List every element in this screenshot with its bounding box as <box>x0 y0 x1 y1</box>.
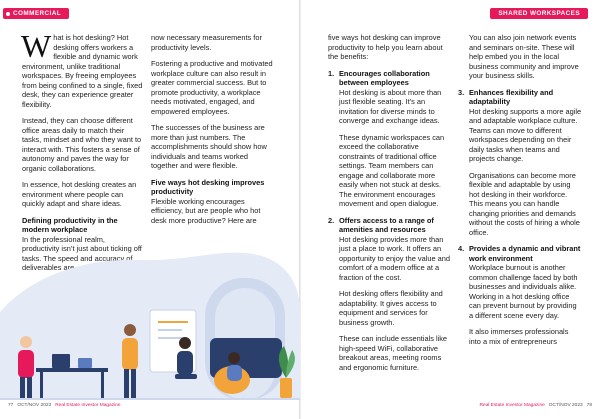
body-paragraph: Organisations can become more flexible and adaptable by using hot desking in their workforce. This means you can handle changing priorities and demands without the costs of hiring a whole office. <box>469 170 580 237</box>
list-number: 1. <box>328 68 335 78</box>
body-paragraph: Hot desking supports a more agile and adaptable workplace culture. Teams can move to different workspaces depending on their daily tasks when teams and projects change. <box>469 106 582 163</box>
list-number: 4. <box>458 244 465 253</box>
list-item-title: Offers access to a range of amenities and resources <box>339 215 434 234</box>
body-paragraph: In the professional realm, productivity isn’t just about ticking off tasks. The speed and accuracy of deliverables are <box>22 234 142 272</box>
desk-icon <box>36 368 108 372</box>
list-item-title: Encourages collaboration between employees <box>339 68 430 87</box>
intro-paragraph: What is hot desking? Hot desking offers workers a flexible and dynamic work environment, unlike traditional workspaces. By freeing employees from being confined to a single, fixed desk, they can experience greater flexibility. <box>21 28 143 109</box>
right-page-column-1 <box>328 33 452 379</box>
office-illustration <box>0 250 300 400</box>
subheading-five-ways: Five ways hot desking improves productivity <box>151 177 265 196</box>
list-item-1 <box>328 69 452 209</box>
list-item-title: Provides a dynamic and vibrant work environment <box>469 244 581 263</box>
left-page-column-1 <box>21 28 144 280</box>
body-paragraph: The successes of the business are more than just numbers. The accomplishments should show how individuals and teams worked together and were flexible. <box>151 123 267 170</box>
body-paragraph: These dynamic workspaces can exceed the collaborative constraints of traditional office settings. Team members can engage and collaborate more easily when not stuck at desks. The environment encourages movement and open dialogue. <box>339 132 445 208</box>
right-page-column-2 <box>458 33 582 353</box>
person-icon <box>124 324 136 336</box>
list-number: 2. <box>328 215 335 225</box>
section-tab-commercial: COMMERCIAL <box>3 8 69 19</box>
laptop-icon <box>78 358 92 368</box>
section-tab-shared-workspaces: SHARED WORKSPACES <box>490 8 588 19</box>
body-paragraph: You can also join network events and seminars on-site. These will help embed you in the local business community and improve your business skills. <box>469 33 579 80</box>
body-paragraph: Hot desking offers flexibility and adaptability. It gives access to equipment and services for business growth. <box>339 289 443 327</box>
list-item-title: Enhances flexibility and adaptability <box>469 87 554 106</box>
monitor-icon <box>52 354 70 368</box>
person-icon <box>20 336 32 348</box>
footer-right <box>479 403 592 408</box>
footer-left <box>8 403 121 408</box>
body-paragraph: Hot desking is about more than just flexible seating. It’s an invitation for diverse minds to converge and exchange ideas. <box>339 87 442 125</box>
issue-date: OCT/NOV 2023 <box>548 403 583 408</box>
page-number: 77 <box>8 403 14 408</box>
person-icon <box>179 337 191 349</box>
body-paragraph: Hot desking provides more than just a place to work. It offers an opportunity to enjoy the value and comfort of a modern office at a fraction of the cost. <box>339 234 450 282</box>
body-paragraph: five ways hot desking can improve productivity to help you learn about the benefits: <box>328 33 443 61</box>
list-item-2 <box>328 216 452 373</box>
subheading-productivity: Defining productivity in the modern workplace <box>22 215 118 234</box>
body-paragraph: It also immerses professionals into a mix of entrepreneurs <box>469 327 569 346</box>
magazine-name: Real Estate Investor Magazine <box>479 403 545 408</box>
body-paragraph: Workplace burnout is another common challenge faced by both businesses and individuals alike. Working in a hot desking office can prevent burnout by providing a different scene every day. <box>469 263 578 320</box>
person-icon <box>228 352 240 364</box>
body-paragraph: These can include essentials like high-speed WiFi, collaborative breakout areas, meeting rooms and ergonomic furniture. <box>339 334 448 372</box>
page-number: 78 <box>586 403 592 408</box>
drop-cap: W <box>21 28 52 64</box>
body-paragraph: now necessary measurements for productivity levels. <box>151 33 262 52</box>
list-number: 3. <box>458 87 465 97</box>
left-page-column-2 <box>151 33 275 232</box>
body-paragraph: In essence, hot desking creates an environment where people can quickly adapt and share ideas. <box>22 180 137 208</box>
list-item-3 <box>458 88 582 238</box>
floor-line <box>0 398 300 400</box>
issue-date: OCT/NOV 2023 <box>17 403 52 408</box>
magazine-name: Real Estate Investor Magazine <box>55 403 121 408</box>
plant-pot-icon <box>280 378 292 398</box>
list-item-4 <box>458 244 582 346</box>
body-paragraph: Instead, they can choose different office areas daily to match their tasks, mindset and who they want to interact with. This fosters a sense of autonomy and paves the way for organic collaborations. <box>22 116 142 173</box>
body-paragraph: Fostering a productive and motivated workplace culture can also result in greater commercial success. But to promote productivity, a workplace needs motivated, engaged, and empowered employees. <box>151 59 273 116</box>
body-paragraph: Flexible working encourages efficiency, but are people who hot desk more productive? Here are <box>151 196 261 225</box>
